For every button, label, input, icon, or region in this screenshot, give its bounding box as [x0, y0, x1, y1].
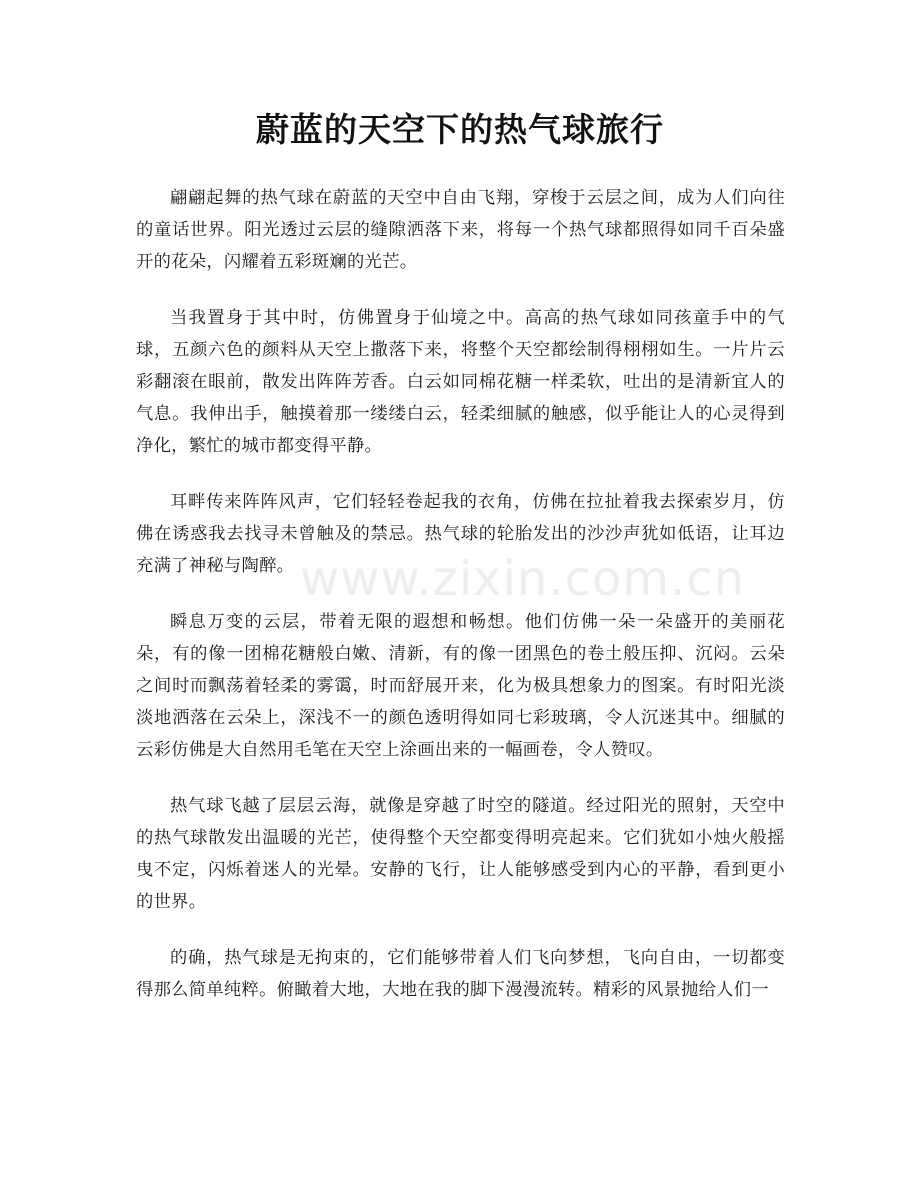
document-title: 蔚蓝的天空下的热气球旅行	[256, 110, 664, 149]
paragraph-1: 翩翩起舞的热气球在蔚蓝的天空中自由飞翔，穿梭于云层之间，成为人们向往的童话世界。阳光透过云层的缝隙洒落下来，将每一个热气球都照得如同千百朵盛开的花朵，闪耀着五彩斑斓的光芒。	[136, 188, 785, 272]
watermark: www.zixin.com.cn	[300, 551, 746, 607]
paragraph-6: 的确，热气球是无拘束的，它们能够带着人们飞向梦想，飞向自由，一切都变得那么简单纯粹。俯瞰着大地，大地在我的脚下漫漫流转。精彩的风景抛给人们一	[136, 948, 785, 1000]
paragraph-3: 耳畔传来阵阵风声，它们轻轻卷起我的衣角，仿佛在拉扯着我去探索岁月，仿佛在诱惑我去找寻未曾触及的禁忌。热气球的轮胎发出的沙沙声犹如低语，让耳边充满了神秘与陶醉。	[136, 492, 785, 576]
document-body	[136, 182, 785, 1030]
paragraph-5: 热气球飞越了层层云海，就像是穿越了时空的隧道。经过阳光的照射，天空中的热气球散发出温暖的光芒，使得整个天空都变得明亮起来。它们犹如小烛火般摇曳不定，闪烁着迷人的光晕。安静的飞行，让人能够感受到内心的平静，看到更小的世界。	[136, 796, 785, 912]
paragraph-4: 瞬息万变的云层，带着无限的遐想和畅想。他们仿佛一朵一朵盛开的美丽花朵，有的像一团棉花糖般白嫩、清新，有的像一团黑色的卷土般压抑、沉闷。云朵之间时而飘荡着轻柔的雾霭，时而舒展开来，化为极具想象力的图案。有时阳光淡淡地洒落在云朵上，深浅不一的颜色透明得如同七彩玻璃，令人沉迷其中。细腻的云彩仿佛是大自然用毛笔在天空上涂画出来的一幅画卷，令人赞叹。	[136, 612, 785, 760]
paragraph-2: 当我置身于其中时，仿佛置身于仙境之中。高高的热气球如同孩童手中的气球，五颜六色的颜料从天空上撒落下来，将整个天空都绘制得栩栩如生。一片片云彩翻滚在眼前，散发出阵阵芳香。白云如同棉花糖一样柔软，吐出的是清新宜人的气息。我伸出手，触摸着那一缕缕白云，轻柔细腻的触感，似乎能让人的心灵得到净化，繁忙的城市都变得平静。	[136, 308, 785, 456]
